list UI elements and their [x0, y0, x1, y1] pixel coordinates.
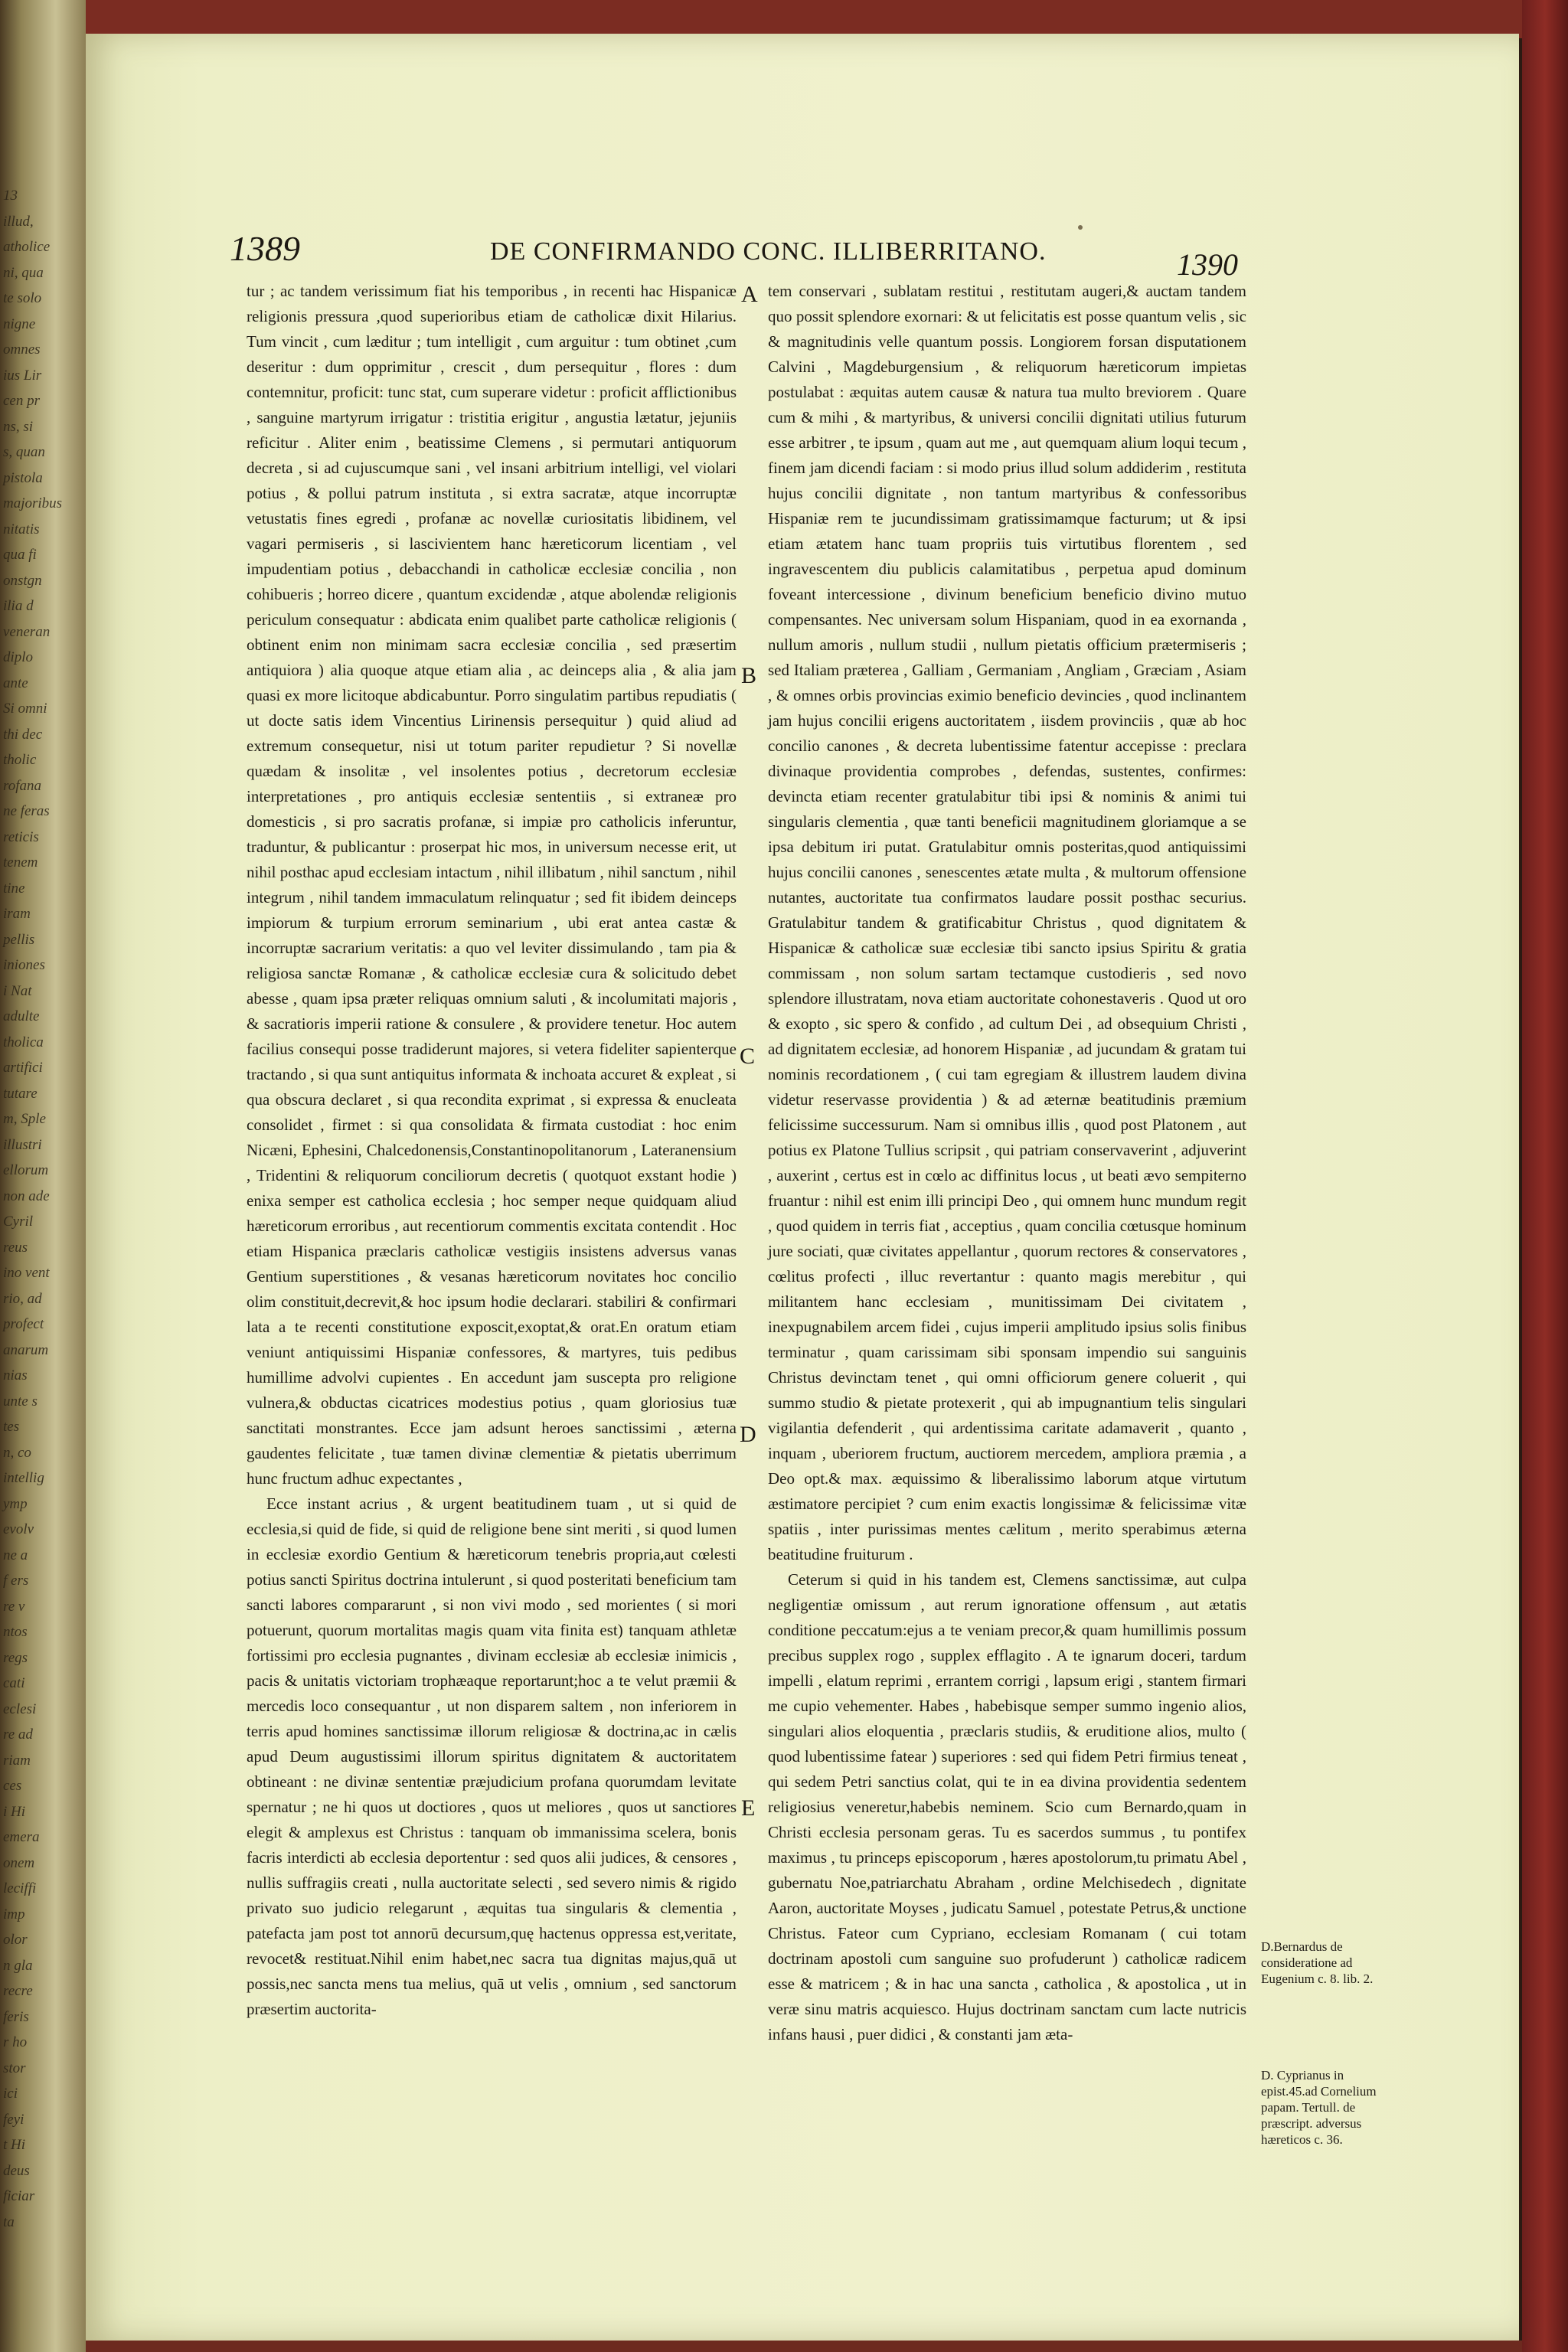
- facing-page-fragment: ntos: [3, 1624, 28, 1640]
- facing-page-fragment: majoribus: [3, 495, 63, 511]
- facing-page-fragment: ne feras: [3, 803, 50, 819]
- facing-page-fragment: ino vent: [3, 1265, 50, 1281]
- facing-page-fragment: Si omni: [3, 701, 47, 717]
- facing-page-fragment: i Hi: [3, 1803, 26, 1820]
- margin-note-bernardus: D.Bernardus de consideratione ad Eugenium c. 8. lib. 2.: [1261, 1939, 1374, 1986]
- facing-page-fragment: diplo: [3, 649, 34, 665]
- section-marker-c: C: [740, 1044, 756, 1069]
- facing-page-fragment: adulte: [3, 1008, 40, 1024]
- facing-page-fragment: n gla: [3, 1957, 33, 1974]
- facing-page-fragment: tenem: [3, 854, 38, 871]
- facing-page-fragment: nias: [3, 1367, 28, 1383]
- facing-page-fragment: cati: [3, 1675, 25, 1691]
- facing-page-fragment: m, Sple: [3, 1111, 46, 1127]
- facing-page-fragment: olor: [3, 1932, 28, 1948]
- left-paragraph: Ecce instant acrius , & urgent beatitudinem tuam , ut si quid de ecclesia,si quid de fide, si quid de religione bene sint meriti , si quod lumen in ecclesiæ exordio Gentium & hæreticorum tenebris propria,aut cœlesti potius sancti Spiritus doctrina intulerunt , si quod posteritati beneficium tam sancti labores compararunt , si non vivi modo , sed morientes ( si mori potuerunt, quorum mortalitas magis quam vita finita est) tanquam athletæ fortissimi pro ecclesia pugnantes , divinam ecclesiæ ab ecclesiæ inimicis , pacis & unitatis victoriam trophæaque reportarunt;hoc a te velut præmii & mercedis loco consequantur , ut non disparem saltem , non inferiorem in terris apud homines sanctissimæ illorum religiosæ & doctrina,ac in cælis apud Deum augustissimi illorum spiritus dignitatem & auctoritatem obtineant : ne divinæ sententiæ præjudicium profana quorumdam levitate spernatur ; ne hi quos ut doctiores , quos ut meliores , quos ut sanctiores elegit & amplexus est Christus : tanquam ob immanissima scelera, bonis facris interdicti ab ecclesia deportentur : sed quos alii judices, & censores , nullis suffragiis creati , nulla auctoritate selecti , sed severo nimis & rigido privato suo judicio relegarunt , æquitas tua singularis & clementia , patefacta jam post tot annorū decursum,quę hactenus oppressa est,veritate, revocet& restituat.Nihil enim habet,nec sacra tua dignitas majus,quā ut possis,nec sancta mens tua melius, quā ut velis , omnium , sed sanctorum præsertim auctorita-: [247, 1494, 737, 2018]
- facing-page-fragment: rofana: [3, 777, 41, 794]
- facing-page-fragment: eclesi: [3, 1700, 37, 1717]
- facing-page-fragment: Cyril: [3, 1214, 34, 1230]
- book-bottom-edge: [77, 2341, 1568, 2352]
- facing-page-fragment: s, quan: [3, 444, 45, 460]
- facing-page-fragment: te solo: [3, 290, 42, 306]
- facing-page-fragment: tutare: [3, 1085, 38, 1102]
- facing-page-fragment: pellis: [3, 931, 35, 948]
- facing-page-fragment: tes: [3, 1419, 20, 1435]
- facing-page-fragment: f ers: [3, 1573, 29, 1589]
- facing-page-fragment: atholice: [3, 239, 51, 255]
- facing-page-fragment: profect: [3, 1316, 44, 1332]
- facing-page-fragment: qua fi: [3, 547, 37, 563]
- facing-page-fragment: regs: [3, 1649, 28, 1666]
- facing-page-fragment: illud,: [3, 213, 34, 230]
- facing-page-fragment: ymp: [3, 1495, 28, 1512]
- facing-page-fragment: recre: [3, 1983, 33, 1999]
- section-marker-d: D: [740, 1422, 756, 1447]
- facing-page-fragment: veneran: [3, 623, 51, 640]
- page-number-right: 1390: [1177, 247, 1238, 282]
- facing-page-fragment: illustri: [3, 1136, 42, 1153]
- facing-page-fragment: unte s: [3, 1393, 38, 1410]
- section-marker-e: E: [741, 1795, 756, 1821]
- facing-page-fragment: evolv: [3, 1521, 34, 1537]
- facing-page-fragment: onstgn: [3, 572, 42, 589]
- facing-page-fragment: ficiar: [3, 2188, 35, 2204]
- facing-page-fragment: re v: [3, 1598, 25, 1615]
- facing-page-fragment: onem: [3, 1854, 35, 1871]
- facing-page-fragment: riam: [3, 1752, 31, 1769]
- right-paragraph: tem conservari , sublatam restitui , restitutam augeri,& auctam tandem quo possit splendore exornari: & ut felicitatis est posse quantum velis , sic & magnitudinis velle quantum possis. Longiorem forsan disputationem Calvini , Magdeburgensium , & reliquorum hæreticorum impietas postulabat : æquitas autem causæ & natura tua multo breviorem . Quare cum & mihi , & martyribus, & universi concilii dignitati utilius futurum esse arbitrer , te ipsum , quam aut me , aut quemquam alium loqui tecum , finem jam dicendi faciam : si modo prius illud solum addiderim , restituta hujus concilii dignitate , non tantum martyribus & confessoribus Hispaniæ rem te jucundissimam gratissimamque facturum; ut & ipsi etiam ætatem hanc tuam propriis tuis virtutibus florentem , sed ingravescentem diu publicis calamitatibus , perpetua apud dominum foveant intercessione , divinum beneficium beneficio divino mutuo compensantes. Nec universam solum Hispaniam, quod in ea exornanda , nullum amoris , nullum studii , nullum pietatis officium prætermiseris ; sed Italiam præterea , Galliam , Germaniam , Angliam , Græciam , Asiam , & omnes orbis provincias eximio beneficio devincies , quod inclinantem jam hujus concilii erigens auctoritatem , iisdem provinciis , quæ ab hoc concilio canones , & decreta lubentissime fatentur accepisse : preclara divinaque providentia comprobes , defendas, sustentes, confirmes: devincta etiam recenter gratulabitur tibi ipsi & nominis & animi tui singularis clementia , quæ tanti beneficii magnitudinem gloriamque a se ipsa debitum iri putat. Gratulabitur omnis posteritas,quod antiquissimi hujus concilii canones , senescentes ætate multa , & multorum offensione nutantes, auctoritate tua confirmatos laudare possit posthac securius. Gratulabitur tandem & gratificabitur Christus , quod dignitatem & Hispanicæ & catholicæ suæ ecclesiæ tibi sancto ipsius Spiritu & gratia commissam , non solum sartam tectamque custodieris , sed novo splendore illustratam, nova etiam auctoritate cohonestaveris . Quod ut oro & exopto , sic spero & confido , ad cultum Dei , ad obsequium Christi , ad dignitatem ecclesiæ, ad honorem Hispaniæ , ad jucundam & gratam tui nominis recordationem , ( cui tam egregiam & illustrem laudem divina videtur reservasse providentia ) & ad æternæ beatitudinis præmium felicissime successurum. Nam si omnibus illis , quod post Platonem , aut potius ex Platone Tullius scripsit , qui patriam conservaverint , adjuverint , auxerint , certus est in cœlo ac diffinitus locus , ut beati ævo sempiterno fruantur : nihil est enim illi principi Deo , qui omnem hunc mundum regit , quod quidem in terris fiat , acceptius , quam concilia cœtusque hominum jure sociati, quæ civitates appellantur , quorum rectores & conservatores , cœlitus profecti , illuc revertantur : quanto magis merebitur , qui militantem hanc ecclesiam , munitissimam Dei civitatem , inexpugnabilem arcem fidei , cujus imperii amplitudo ipsius solis finibus terminatur , quam carissimam sibi sponsam impendio sui sanguinis Christus devinctam tenet , qui omni officiorum genere coluerit , qui summo studio & pietate protexerit , qui ab impugnantium telis singulari vigilantia defenderit , qui ardentissima caritate adamaverit , quanto , inquam , uberiorem fructum, auctiorem mercedem, ampliora præmia , a Deo opt.& max. æquissimo & liberalissimo laborum atque virtutum æstimatore percipiet ? cum enim exactis longissimæ & felicissimæ vitæ spatiis , inter purissimas mentes cælitum , merito sperabimus æterna beatitudine fruiturum .: [768, 282, 1246, 1563]
- facing-page-fragment: ni, qua: [3, 264, 44, 281]
- section-marker-b: B: [741, 663, 757, 688]
- facing-page-fragment: imp: [3, 1906, 25, 1922]
- facing-page-fragment: emera: [3, 1829, 40, 1845]
- facing-page-fragment: tholic: [3, 752, 37, 768]
- facing-page-fragment: deus: [3, 2162, 30, 2179]
- facing-page-fragment: i Nat: [3, 982, 32, 999]
- facing-page-fragment: omnes: [3, 341, 41, 358]
- left-paragraph: tur ; ac tandem verissimum fiat his temporibus , in recenti hac Hispanicæ religionis pressura ,quod superioribus etiam de catholicæ dixit Hilarius. Tum vincit , cum læditur ; tum intelligit , cum arguitur : tum obtinet ,cum deseritur : dum opprimitur , crescit , dum persequitur , flores : dum contemnitur, proficit: tunc stat, cum superare videtur : proficit afflictionibus , sanguine martyrum irrigatur : tristitia erigitur , angustia lætatur, jejuniis reficitur . Aliter enim , beatissime Clemens , si permutari antiquorum decreta , si ad cujuscumque sani , vel insani arbitrium intelligi, vel violari potius , & pollui patrum instituta , si extra sacratæ, atque incorruptæ vetustatis fines egredi , profanæ ac novellæ curiositatis libidinem, vel vagari permiseris , si lascivientem hanc hæreticorum licentiam , vel impudentiam potius , debacchandi in catholicæ ecclesiæ concilia , non cohibueris ; horreo dicere , quantum excidendæ , atque abolendæ religionis periculum consequatur : abdicata enim qualibet parte catholicæ religionis ( obtinent enim non minimam sacra ecclesiæ concilia , sed præsertim antiquiora ) alia quoque atque etiam alia , ac deinceps alia , & alia jam quasi ex more licitoque abdicabuntur. Porro singulatim partibus repudiatis ( ut docte satis idem Vincentius Lirinensis persequitur ) quid aliud ad extremum consequetur, nisi ut totum pariter repudietur ? Si novellæ quædam & insolitæ , vel insolentes potius , decretorum ecclesiæ interpretationes , pro antiquis ecclesiæ sententiis , si extraneæ pro domesticis , si pro sacratis profanæ, si impiæ pro catholicis inferuntur, traduntur, & publicantur : proserpat hic mos, in universum necesse erit, ut nihil posthac apud ecclesiam intactum , nihil illibatum , nihil sanctum , nihil integrum , nihil tandem immaculatum relinquatur ; sed fit ibidem deinceps impiorum & turpium errorum seminarium , ubi erat antea castæ & incorruptæ sacrarium veritatis: a quo vel leviter dissimulando , tam pia & religiosa sanctæ Romanæ , & catholicæ ecclesiæ cura & solicitudo debet abesse , quam ipsa præter reliquas omnium saluti , & incolumitati majoris , & sacratioris imperii ratione & consulere , & providere tenetur. Hoc autem facilius consequi posse tradiderunt majores, si vetera fideliter sapienterque tractando , si qua sunt antiquitus informata & inchoata accuret & expleat , si qua obscura declaret , si qua recondita exprimat , si expressa & enucleata consolidet , firmet : si qua consolidata & firmata custodiat : hoc enim Nicæni, Ephesini, Chalcedonensis,Constantinopolitanorum , Lateranensium , Tridentini & reliquorum conciliorum decretis ( quotquot exstant hodie ) enixa semper est catholica ecclesia ; hoc semper neque quidquam aliud hæreticorum erroribus , aut recentiorum commentis excitata contendit . Hoc etiam Hispanica præclaris catholicæ vestigiis insistens adversus vanas Gentium superstitiones , & vesanas hæreticorum novitates hoc concilio olim constituit,decrevit,& hoc ipsum hodie declarari. stabiliri & confirmari lata a te recenti constitutione exposcit,exoptat,& orat.En oratum etiam veniunt antiquissimi Hispaniæ confessores, & martyres, tuis pedibus humillime advolvi cupientes . En accedunt jam suscepta pro religione vulnera,& obductas cicatrices modestius potius , quam gloriosius tuæ sanctitati monstrantes. Ecce jam adsunt heroes sanctissimi , æterna gaudentes felicitate , tuæ tamen divinæ clementiæ & pietatis uberrimum hunc fructum adhuc expectantes ,: [247, 282, 737, 1488]
- book-top-edge: [77, 0, 1568, 38]
- facing-page-fragment: iniones: [3, 957, 45, 973]
- facing-page-fragment: feris: [3, 2008, 29, 2025]
- facing-page-fragment: reticis: [3, 828, 39, 845]
- right-paragraph: Ceterum si quid in his tandem est, Clemens sanctissimæ, aut culpa negligentiæ omissum , aut rerum ignoratione offensum , aut ætatis conditione peccatum:ejus a te veniam precor,& quam humillimis possum precibus supplex rogo , supplex efflagito . A te ignarum doceri, tardum impelli , elatum reprimi , errantem corrigi , lapsum erigi , stantem firmari me cupio vehementer. Habes , habebisque semper summo ingenio alios, singulari alios eloquentia , præclaris studiis, & eruditione alios, multo ( quod lubentissime fatear ) superiores : sed qui fidem Petri firmius teneat , qui sedem Petri sanctius colat, qui te in ea divina providentia sedentem religiosius veneretur,habebis neminem. Scio cum Bernardo,quam in Christi ecclesia personam geras. Tu es sacerdos summus , tu pontifex maximus , tu princeps episcoporum , hæres apostolorum,tu primatu Abel , gubernatu Noe,patriarchatu Abraham , ordine Melchisedech , dignitate Aaron, auctoritate Moyses , judicatu Samuel , potestate Petrus,& unctione Christus. Fateor cum Cypriano, ecclesiam Romanam ( cui totam doctrinam apostoli cum sanguine suo profuderunt ) catholicæ radicem esse & matricem ; & in hac una sancta , catholica , & apostolica , ut in veræ sinu matris acquiesco. Hujus doctrinam sanctam cum lacte nutricis infans hausi , puer didici , & constanti jam æta-: [768, 1570, 1246, 2043]
- facing-page-fragment: tine: [3, 880, 25, 897]
- facing-page-fragment: rio, ad: [3, 1290, 42, 1307]
- facing-page-fragment: ns, si: [3, 418, 34, 435]
- running-title: DE CONFIRMANDO CONC. ILLIBERRITANO.: [490, 237, 1047, 266]
- book-cover-edge: [1522, 0, 1568, 2352]
- facing-page-fragment: ante: [3, 675, 28, 691]
- facing-page-fragment: re ad: [3, 1726, 33, 1743]
- facing-page-fragment: ellorum: [3, 1162, 49, 1178]
- facing-page-fragment: n, co: [3, 1444, 31, 1461]
- facing-page-fragment: stor: [3, 2060, 26, 2076]
- right-text-column: [768, 279, 1246, 2047]
- facing-page-fragment: pistola: [3, 469, 43, 486]
- page-number-left: 1389: [230, 229, 300, 268]
- facing-page-fragment: ne a: [3, 1547, 28, 1563]
- facing-page-fragment: iram: [3, 906, 31, 922]
- facing-page-fragment: thi dec: [3, 726, 43, 743]
- section-marker-a: A: [741, 282, 758, 307]
- facing-page-fragment: ici: [3, 2086, 18, 2102]
- facing-page-fragment: intellig: [3, 1470, 44, 1486]
- facing-page-fragment: nigne: [3, 315, 36, 332]
- facing-page-fragment: anarum: [3, 1341, 49, 1358]
- facing-page-fragment: ilia d: [3, 598, 34, 614]
- facing-page-fragment: t Hi: [3, 2137, 26, 2153]
- facing-page-fragment: cen pr: [3, 393, 41, 409]
- facing-page-fragment: ces: [3, 1778, 22, 1794]
- facing-page-fragment: nitatis: [3, 521, 40, 537]
- facing-page-fragment: 13: [3, 188, 18, 204]
- facing-page-fragment: leciffi: [3, 1880, 37, 1896]
- facing-page-strip: [0, 0, 86, 2352]
- facing-page-fragment: ius Lir: [3, 367, 42, 384]
- facing-page-fragment: non ade: [3, 1187, 50, 1204]
- facing-page-fragment: artifici: [3, 1060, 43, 1076]
- left-text-column: [247, 279, 737, 2022]
- facing-page-fragment: ta: [3, 2213, 15, 2230]
- facing-page-fragment: feyi: [3, 2111, 24, 2128]
- facing-page-fragment: r ho: [3, 2034, 28, 2050]
- facing-page-fragment: reus: [3, 1239, 28, 1256]
- margin-note-cyprianus: D. Cyprianus in epist.45.ad Cornelium papam. Tertull. de præscript. adversus hæreticos c. 36.: [1261, 2068, 1377, 2147]
- page-blemish: [1078, 225, 1083, 230]
- facing-page-fragment: tholica: [3, 1034, 44, 1050]
